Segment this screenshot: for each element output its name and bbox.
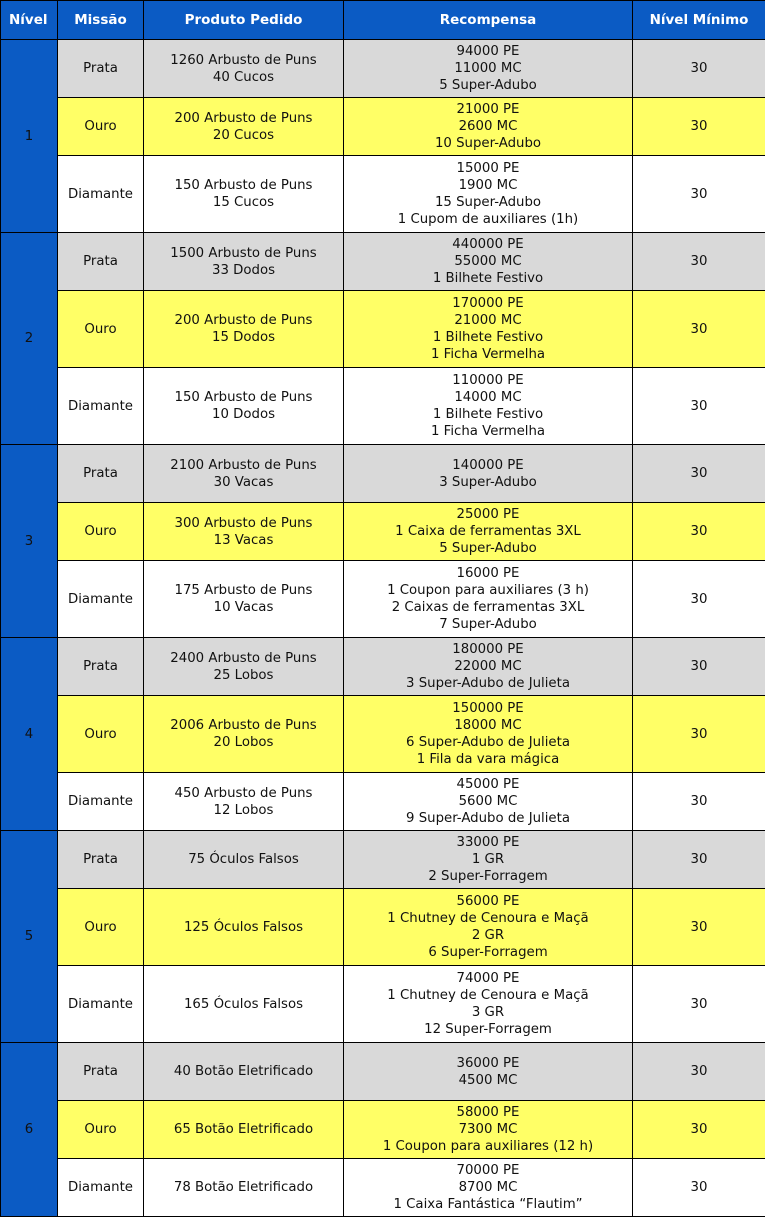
level-cell: 2	[1, 233, 58, 445]
reward-line: 70000 PE	[344, 1162, 632, 1179]
product-cell	[144, 773, 344, 831]
mission-cell: Ouro	[58, 98, 144, 156]
product-line: 25 Lobos	[144, 667, 343, 684]
reward-cell	[344, 773, 633, 831]
product-line: 20 Cucos	[144, 127, 343, 144]
reward-line: 5600 MC	[344, 793, 632, 810]
mission-cell: Diamante	[58, 773, 144, 831]
reward-line: 1 Fila da vara mágica	[344, 751, 632, 768]
reward-cell	[344, 156, 633, 233]
min-level-cell: 30	[633, 1101, 765, 1159]
reward-line: 21000 MC	[344, 312, 632, 329]
reward-line: 1 Caixa Fantástica “Flautim”	[344, 1196, 632, 1213]
mission-row-prata	[1, 445, 765, 503]
header-mission: Missão	[58, 1, 144, 40]
reward-cell	[344, 98, 633, 156]
product-line: 40 Botão Eletrificado	[144, 1063, 343, 1080]
product-line: 15 Cucos	[144, 194, 343, 211]
reward-line: 10 Super-Adubo	[344, 135, 632, 152]
header-min-level: Nível Mínimo	[633, 1, 765, 40]
mission-row-prata	[1, 638, 765, 696]
mission-row-ouro	[1, 1101, 765, 1159]
reward-line: 1 GR	[344, 851, 632, 868]
product-cell	[144, 40, 344, 98]
reward-line: 74000 PE	[344, 970, 632, 987]
mission-cell: Prata	[58, 445, 144, 503]
product-cell	[144, 966, 344, 1043]
product-cell	[144, 233, 344, 291]
min-level-cell: 30	[633, 638, 765, 696]
reward-line: 7300 MC	[344, 1121, 632, 1138]
min-level-cell: 30	[633, 156, 765, 233]
min-level-cell: 30	[633, 696, 765, 773]
level-cell: 6	[1, 1043, 58, 1217]
reward-line: 25000 PE	[344, 506, 632, 523]
mission-cell: Ouro	[58, 1101, 144, 1159]
product-line: 450 Arbusto de Puns	[144, 785, 343, 802]
reward-cell	[344, 503, 633, 561]
product-line: 78 Botão Eletrificado	[144, 1179, 343, 1196]
reward-line: 11000 MC	[344, 60, 632, 77]
reward-line: 15 Super-Adubo	[344, 194, 632, 211]
mission-row-ouro	[1, 889, 765, 966]
product-line: 12 Lobos	[144, 802, 343, 819]
product-cell	[144, 561, 344, 638]
reward-line: 3 Super-Adubo de Julieta	[344, 675, 632, 692]
mission-row-diamante	[1, 966, 765, 1043]
reward-line: 170000 PE	[344, 295, 632, 312]
mission-row-ouro	[1, 291, 765, 368]
reward-line: 55000 MC	[344, 253, 632, 270]
header-reward: Recompensa	[344, 1, 633, 40]
reward-line: 58000 PE	[344, 1104, 632, 1121]
reward-line: 1 Coupon para auxiliares (3 h)	[344, 582, 632, 599]
min-level-cell: 30	[633, 889, 765, 966]
level-cell: 5	[1, 831, 58, 1043]
product-line: 75 Óculos Falsos	[144, 851, 343, 868]
reward-line: 6 Super-Forragem	[344, 944, 632, 961]
reward-line: 1 Bilhete Festivo	[344, 270, 632, 287]
reward-line: 1 Bilhete Festivo	[344, 406, 632, 423]
product-line: 33 Dodos	[144, 262, 343, 279]
reward-line: 18000 MC	[344, 717, 632, 734]
mission-row-prata	[1, 40, 765, 98]
mission-cell: Prata	[58, 40, 144, 98]
reward-line: 16000 PE	[344, 565, 632, 582]
product-line: 165 Óculos Falsos	[144, 996, 343, 1013]
reward-line: 12 Super-Forragem	[344, 1021, 632, 1038]
product-line: 10 Vacas	[144, 599, 343, 616]
mission-row-diamante	[1, 773, 765, 831]
mission-row-diamante	[1, 156, 765, 233]
reward-cell	[344, 233, 633, 291]
product-line: 30 Vacas	[144, 474, 343, 491]
mission-row-prata	[1, 1043, 765, 1101]
reward-line: 440000 PE	[344, 236, 632, 253]
product-line: 65 Botão Eletrificado	[144, 1121, 343, 1138]
product-line: 40 Cucos	[144, 69, 343, 86]
product-line: 2400 Arbusto de Puns	[144, 650, 343, 667]
mission-cell: Diamante	[58, 561, 144, 638]
header-product: Produto Pedido	[144, 1, 344, 40]
product-cell	[144, 291, 344, 368]
product-line: 200 Arbusto de Puns	[144, 312, 343, 329]
reward-cell	[344, 445, 633, 503]
reward-line: 14000 MC	[344, 389, 632, 406]
product-line: 2100 Arbusto de Puns	[144, 457, 343, 474]
mission-cell: Ouro	[58, 696, 144, 773]
mission-cell: Diamante	[58, 156, 144, 233]
reward-cell	[344, 638, 633, 696]
reward-line: 1 Chutney de Cenoura e Maçã	[344, 910, 632, 927]
product-line: 175 Arbusto de Puns	[144, 582, 343, 599]
mission-row-diamante	[1, 368, 765, 445]
level-cell: 1	[1, 40, 58, 233]
mission-cell: Diamante	[58, 966, 144, 1043]
product-line: 20 Lobos	[144, 734, 343, 751]
product-cell	[144, 503, 344, 561]
product-line: 150 Arbusto de Puns	[144, 389, 343, 406]
level-cell: 4	[1, 638, 58, 831]
reward-line: 1 Ficha Vermelha	[344, 423, 632, 440]
reward-line: 21000 PE	[344, 101, 632, 118]
product-line: 300 Arbusto de Puns	[144, 515, 343, 532]
reward-cell	[344, 889, 633, 966]
reward-line: 94000 PE	[344, 43, 632, 60]
product-cell	[144, 156, 344, 233]
product-line: 1500 Arbusto de Puns	[144, 245, 343, 262]
mission-row-ouro	[1, 503, 765, 561]
product-cell	[144, 831, 344, 889]
mission-cell: Ouro	[58, 889, 144, 966]
reward-line: 6 Super-Adubo de Julieta	[344, 734, 632, 751]
reward-cell	[344, 966, 633, 1043]
reward-line: 7 Super-Adubo	[344, 616, 632, 633]
min-level-cell: 30	[633, 40, 765, 98]
reward-line: 150000 PE	[344, 700, 632, 717]
min-level-cell: 30	[633, 773, 765, 831]
product-cell	[144, 889, 344, 966]
min-level-cell: 30	[633, 1159, 765, 1217]
product-line: 2006 Arbusto de Puns	[144, 717, 343, 734]
product-line: 10 Dodos	[144, 406, 343, 423]
reward-line: 3 Super-Adubo	[344, 474, 632, 491]
mission-cell: Prata	[58, 831, 144, 889]
reward-cell	[344, 1159, 633, 1217]
mission-cell: Prata	[58, 638, 144, 696]
min-level-cell: 30	[633, 233, 765, 291]
header-level: Nível	[1, 1, 58, 40]
min-level-cell: 30	[633, 831, 765, 889]
reward-line: 1 Bilhete Festivo	[344, 329, 632, 346]
reward-line: 180000 PE	[344, 641, 632, 658]
product-line: 1260 Arbusto de Puns	[144, 52, 343, 69]
reward-cell	[344, 291, 633, 368]
reward-cell	[344, 1101, 633, 1159]
min-level-cell: 30	[633, 98, 765, 156]
reward-line: 3 GR	[344, 1004, 632, 1021]
reward-line: 2 Caixas de ferramentas 3XL	[344, 599, 632, 616]
reward-line: 5 Super-Adubo	[344, 540, 632, 557]
reward-line: 22000 MC	[344, 658, 632, 675]
mission-row-ouro	[1, 98, 765, 156]
mission-row-diamante	[1, 1159, 765, 1217]
product-cell	[144, 368, 344, 445]
mission-cell: Prata	[58, 1043, 144, 1101]
reward-cell	[344, 368, 633, 445]
reward-line: 36000 PE	[344, 1055, 632, 1072]
product-line: 125 Óculos Falsos	[144, 919, 343, 936]
product-cell	[144, 98, 344, 156]
product-cell	[144, 696, 344, 773]
mission-cell: Ouro	[58, 503, 144, 561]
reward-line: 1 Chutney de Cenoura e Maçã	[344, 987, 632, 1004]
min-level-cell: 30	[633, 966, 765, 1043]
mission-row-diamante	[1, 561, 765, 638]
header-row	[1, 1, 765, 40]
reward-line: 1 Caixa de ferramentas 3XL	[344, 523, 632, 540]
min-level-cell: 30	[633, 291, 765, 368]
reward-line: 2 GR	[344, 927, 632, 944]
reward-cell	[344, 561, 633, 638]
reward-cell	[344, 40, 633, 98]
reward-line: 33000 PE	[344, 834, 632, 851]
reward-line: 1 Cupom de auxiliares (1h)	[344, 211, 632, 228]
reward-line: 140000 PE	[344, 457, 632, 474]
reward-line: 4500 MC	[344, 1072, 632, 1089]
reward-line: 1 Ficha Vermelha	[344, 346, 632, 363]
product-cell	[144, 1043, 344, 1101]
product-line: 150 Arbusto de Puns	[144, 177, 343, 194]
product-cell	[144, 445, 344, 503]
reward-line: 1900 MC	[344, 177, 632, 194]
reward-line: 110000 PE	[344, 372, 632, 389]
mission-cell: Diamante	[58, 1159, 144, 1217]
reward-cell	[344, 1043, 633, 1101]
min-level-cell: 30	[633, 561, 765, 638]
product-line: 13 Vacas	[144, 532, 343, 549]
reward-cell	[344, 696, 633, 773]
min-level-cell: 30	[633, 368, 765, 445]
product-line: 200 Arbusto de Puns	[144, 110, 343, 127]
reward-line: 15000 PE	[344, 160, 632, 177]
reward-line: 8700 MC	[344, 1179, 632, 1196]
reward-line: 2600 MC	[344, 118, 632, 135]
reward-line: 1 Coupon para auxiliares (12 h)	[344, 1138, 632, 1155]
product-line: 15 Dodos	[144, 329, 343, 346]
min-level-cell: 30	[633, 503, 765, 561]
reward-line: 5 Super-Adubo	[344, 77, 632, 94]
min-level-cell: 30	[633, 1043, 765, 1101]
reward-cell	[344, 831, 633, 889]
product-cell	[144, 1159, 344, 1217]
level-cell: 3	[1, 445, 58, 638]
mission-cell: Diamante	[58, 368, 144, 445]
mission-row-prata	[1, 831, 765, 889]
product-cell	[144, 638, 344, 696]
mission-row-prata	[1, 233, 765, 291]
mission-row-ouro	[1, 696, 765, 773]
min-level-cell: 30	[633, 445, 765, 503]
mission-cell: Ouro	[58, 291, 144, 368]
reward-line: 56000 PE	[344, 893, 632, 910]
reward-line: 2 Super-Forragem	[344, 868, 632, 885]
reward-line: 9 Super-Adubo de Julieta	[344, 810, 632, 827]
reward-line: 45000 PE	[344, 776, 632, 793]
table-body	[1, 40, 765, 1217]
mission-cell: Prata	[58, 233, 144, 291]
product-cell	[144, 1101, 344, 1159]
